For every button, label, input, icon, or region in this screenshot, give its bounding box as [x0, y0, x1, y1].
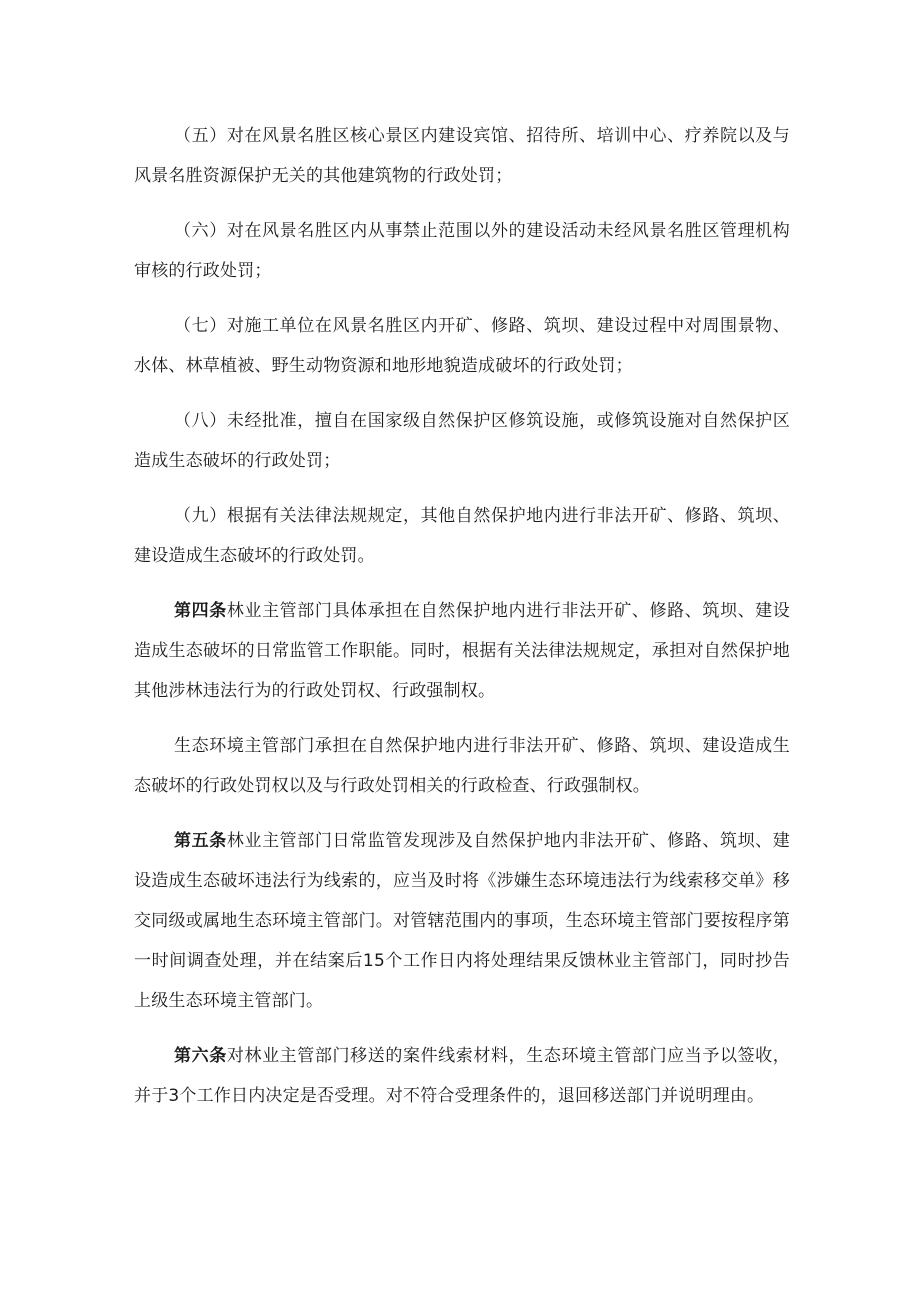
paragraph-item-5 [134, 116, 790, 196]
paragraph-text: （七）对施工单位在风景名胜区内开矿、修路、筑坝、建设过程中对周围景物、水体、林草植被、野生动物资源和地形地貌造成破坏的行政处罚； [134, 316, 790, 376]
article-label: 第四条 [174, 601, 227, 621]
paragraph-text: 林业主管部门具体承担在自然保护地内进行非法开矿、修路、筑坝、建设造成生态破坏的日常监管工作职能。同时，根据有关法律法规规定，承担对自然保护地其他涉林违法行为的行政处罚权、行政强制权。 [134, 601, 790, 701]
paragraph-text: （九）根据有关法律法规规定，其他自然保护地内进行非法开矿、修路、筑坝、建设造成生态破坏的行政处罚。 [134, 506, 790, 566]
paragraph-text: （六）对在风景名胜区内从事禁止范围以外的建设活动未经风景名胜区管理机构审核的行政处罚； [134, 221, 790, 281]
paragraph-item-9 [134, 496, 790, 576]
paragraph-text: 生态环境主管部门承担在自然保护地内进行非法开矿、修路、筑坝、建设造成生态破坏的行政处罚权以及与行政处罚相关的行政检查、行政强制权。 [134, 736, 790, 796]
paragraph-article-5 [134, 821, 790, 1021]
article-label: 第六条 [174, 1046, 227, 1066]
paragraph-item-7 [134, 306, 790, 386]
paragraph-text: 林业主管部门日常监管发现涉及自然保护地内非法开矿、修路、筑坝、建设造成生态破坏违法行为线索的，应当及时将《涉嫌生态环境违法行为线索移交单》移交同级或属地生态环境主管部门。对管辖范围内的事项，生态环境主管部门要按程序第一时间调查处理，并在结案后15个工作日内将处理结果反馈林业主管部门，同时抄告上级生态环境主管部门。 [134, 831, 790, 1011]
paragraph-item-8 [134, 401, 790, 481]
paragraph-article-4-second [134, 726, 790, 806]
paragraph-text: 对林业主管部门移送的案件线索材料，生态环境主管部门应当予以签收，并于3个工作日内决定是否受理。对不符合受理条件的，退回移送部门并说明理由。 [134, 1046, 790, 1106]
document-page [134, 116, 790, 1131]
paragraph-item-6 [134, 211, 790, 291]
paragraph-article-4 [134, 591, 790, 711]
paragraph-text: （五）对在风景名胜区核心景区内建设宾馆、招待所、培训中心、疗养院以及与风景名胜资源保护无关的其他建筑物的行政处罚； [134, 126, 790, 186]
article-label: 第五条 [174, 831, 227, 851]
paragraph-article-6 [134, 1036, 790, 1116]
paragraph-text: （八）未经批准，擅自在国家级自然保护区修筑设施，或修筑设施对自然保护区造成生态破坏的行政处罚； [134, 411, 790, 471]
